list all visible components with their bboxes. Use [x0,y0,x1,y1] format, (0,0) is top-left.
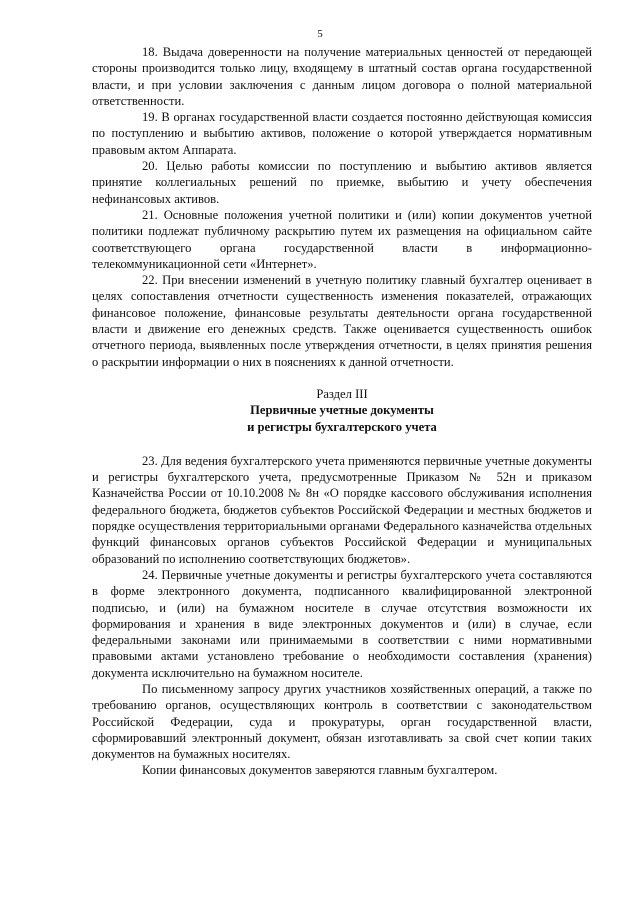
paragraph-19: 19. В органах государственной власти создается постоянно действующая комиссия по поступлению и выбытию активов, положение о которой утверждается нормативным правовым актом Аппарата. [92,110,592,157]
section-label: Раздел III [316,386,368,401]
section-spacer [92,435,592,453]
page-number: 5 [317,28,323,40]
section-title-line-1: Первичные учетные документы [250,403,434,418]
paragraph-copies-certification: Копии финансовых документов заверяются главным бухгалтером. [142,763,498,778]
section-title-line-2: и регистры бухгалтерского учета [247,419,437,434]
paragraph-18: 18. Выдача доверенности на получение материальных ценностей от передающей стороны производится только лицу, входящему в штатный состав органа государственной власти, и при условии заключения с данным лицом договора о полной материальной ответственности. [92,45,592,108]
paragraph-20: 20. Целью работы комиссии по поступлению и выбытию активов является принятие коллегиальных решений по приемке, выбытию и учету обеспечения нефинансовых активов. [92,159,592,206]
paragraph-written-request: По письменному запросу других участников хозяйственных операций, а также по требованию органов, осуществляющих контроль в соответствии с законодательством Российской Федерации, суда и прокуратуры, орган государственной власти, сформировавший электронный документ, обязан изготавливать за свой счет копии таких документов на бумажных носителях. [92,681,592,762]
paragraph-22: 22. При внесении изменений в учетную политику главный бухгалтер оценивает в целях сопоставления отчетности существенность изменения показателей, отражающих финансовое положение, финансовые результаты деятельности органа государственной власти и движение его денежных средств. Также оценивается существенность ошибок отчетного периода, выявленных после утверждения отчетности, в целях принятия решения о раскрытии информации о них в пояснениях к данной отчетности. [92,273,592,369]
paragraph-24: 24. Первичные учетные документы и регистры бухгалтерского учета составляются в форме электронного документа, подписанного квалифицированной электронной подписью, и (или) на бумажном носителе в случае отсутствия возможности их формирования и хранения в виде электронных документов и (или) в случае, если федеральными законами или принимаемыми в соответствии с ними нормативными правовыми актами установлено требование о необходимости составления (хранения) документа исключительно на бумажном носителе. [92,567,592,680]
paragraph-21: 21. Основные положения учетной политики и (или) копии документов учетной политики подлежат публичному раскрытию путем их размещения на официальном сайте соответствующего органа государственной власти в информационно-телекоммуникационной сети «Интернет». [92,207,592,271]
paragraph-23: 23. Для ведения бухгалтерского учета применяются первичные учетные документы и регистры бухгалтерского учета, предусмотренные Приказом № 52н и приказом Казначейства России от 10.10.2008 № 8н «О порядке кассового обслуживания исполнения федерального бюджета, бюджетов субъектов Российской Федерации и местных бюджетов и порядке осуществления территориальными органами Федерального казначейства отдельных функций финансовых органов субъектов Российской Федерации и муниципальных образований по исполнению соответствующих бюджетов». [92,453,592,566]
document-body [92,44,592,779]
